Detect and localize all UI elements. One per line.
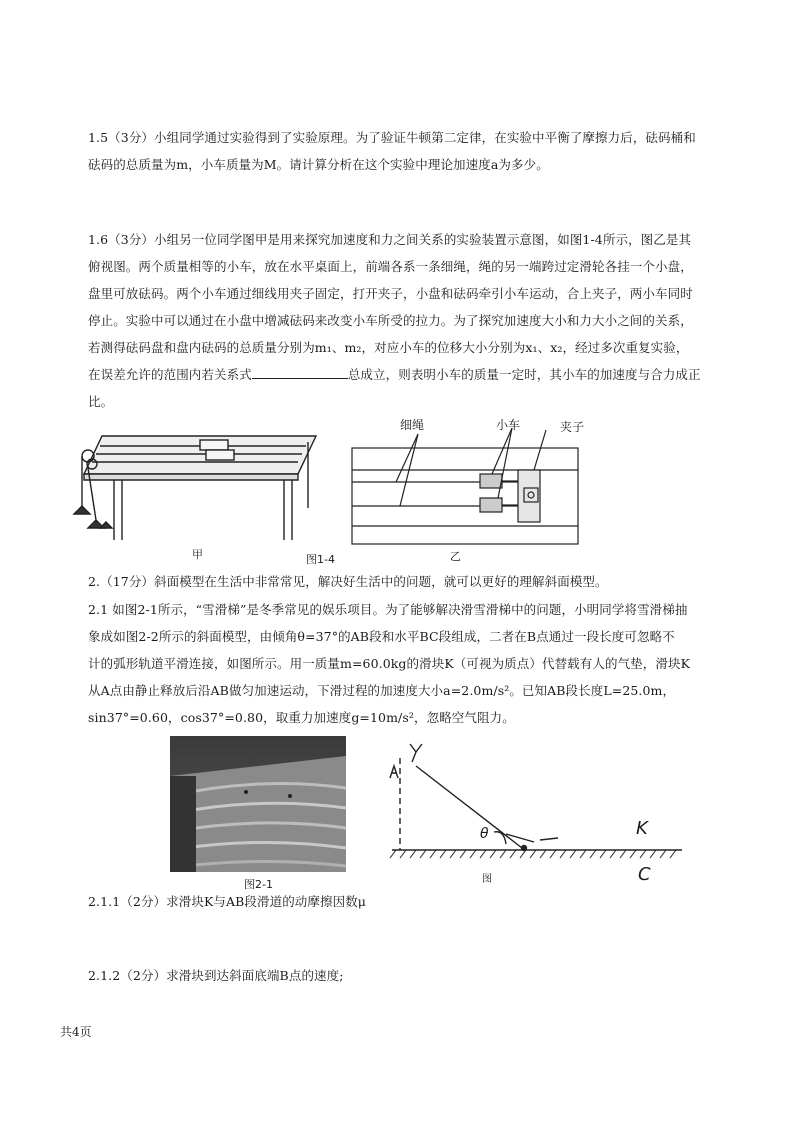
q16-line3: 盘里可放砝码。两个小车通过细线用夹子固定，打开夹子，小盘和砝码牵引小车运动，合上夹子，两小车同时 bbox=[88, 286, 693, 301]
rope-label: 细绳 bbox=[400, 418, 425, 432]
q212-text: 2.1.2（2分）求滑块到达斜面底端B点的速度; bbox=[88, 968, 344, 983]
q21-line5: sin37°=0.60，cos37°=0.80，取重力加速度g=10m/s²，忽略空气阻力。 bbox=[88, 710, 515, 725]
q16-line5: 若测得砝码盘和盘内砝码的总质量分别为m₁、m₂，对应小车的位移大小分别为x₁、x₂，经过多次重复实验， bbox=[88, 340, 689, 355]
apparatus-side-view-figure bbox=[70, 428, 330, 548]
question-2-title bbox=[88, 568, 728, 595]
q21-line2: 象成如图2-2所示的斜面模型，由倾角θ=37°的AB段和水平BC段组成，二者在B点通过一段长度可忽略不 bbox=[88, 629, 675, 644]
figure-2-2-caption: 图 bbox=[482, 874, 492, 885]
q21-line4: 从A点由静止释放后沿AB做匀加速运动，下滑过程的加速度大小a=2.0m/s²。已知AB段长度L=25.0m， bbox=[88, 683, 676, 698]
question-2-1-1 bbox=[88, 888, 728, 915]
q21-line1: 2.1 如图2-1所示，“雪滑梯”是冬季常见的娱乐项目。为了能够解决滑雪滑梯中的问题，小明同学将雪滑梯抽 bbox=[88, 602, 688, 617]
figure-2-1-caption: 图2-1 bbox=[244, 878, 273, 891]
snow-slide-photo bbox=[170, 736, 346, 872]
point-c-label: C bbox=[638, 864, 651, 885]
page-footer bbox=[60, 1023, 92, 1040]
q211-text: 2.1.1（2分）求滑块K与AB段滑道的动摩擦因数μ bbox=[88, 894, 367, 909]
question-2-1 bbox=[88, 596, 728, 731]
q16-line6-before: 在误差允许的范围内若关系式 bbox=[88, 367, 252, 382]
q15-line2: 砝码的总质量为m，小车质量为M。请计算分析在这个实验中理论加速度a为多少。 bbox=[88, 157, 549, 172]
theta-label: θ bbox=[480, 826, 489, 842]
q16-line6-after: 总成立，则表明小车的质量一定时，其小车的加速度与合力成正 bbox=[347, 367, 701, 382]
q16-line7: 比。 bbox=[88, 394, 114, 409]
apparatus-top-view-figure bbox=[340, 414, 590, 550]
question-2-1-2 bbox=[88, 962, 728, 989]
figure-label-left: 甲 bbox=[192, 548, 203, 561]
q2-title: 2.（17分）斜面模型在生活中非常常见，解决好生活中的问题，就可以更好的理解斜面模型。 bbox=[88, 574, 608, 589]
figure-1-4-caption: 图1-4 bbox=[306, 553, 335, 566]
q16-line4: 停止。实验中可以通过在小盘中增减砝码来改变小车所受的拉力。为了探究加速度大小和力大小之间的关系， bbox=[88, 313, 693, 328]
cart-label: 小车 bbox=[496, 418, 521, 432]
q15-line1: 1.5（3分）小组同学通过实验得到了实验原理。为了验证牛顿第二定律，在实验中平衡了摩擦力后，砝码桶和 bbox=[88, 130, 696, 145]
page-count: 共4页 bbox=[60, 1025, 92, 1039]
incline-model-figure bbox=[382, 736, 684, 876]
point-k-label: K bbox=[636, 818, 648, 839]
q21-line3: 计的弧形轨道平滑连接，如图所示。用一质量m=60.0kg的滑块K（可视为质点）代替载有人的气垫，滑块K bbox=[88, 656, 691, 671]
answer-blank[interactable] bbox=[252, 364, 348, 379]
q16-line1: 1.6（3分）小组另一位同学图甲是用来探究加速度和力之间关系的实验装置示意图，如图1-4所示，图乙是其 bbox=[88, 232, 692, 247]
question-1-5 bbox=[88, 124, 728, 178]
question-1-6 bbox=[88, 226, 728, 415]
clip-label: 夹子 bbox=[560, 420, 585, 434]
figure-label-right: 乙 bbox=[450, 550, 461, 563]
q16-line2: 俯视图。两个质量相等的小车，放在水平桌面上，前端各系一条细绳，绳的另一端跨过定滑轮各挂一个小盘， bbox=[88, 259, 693, 274]
